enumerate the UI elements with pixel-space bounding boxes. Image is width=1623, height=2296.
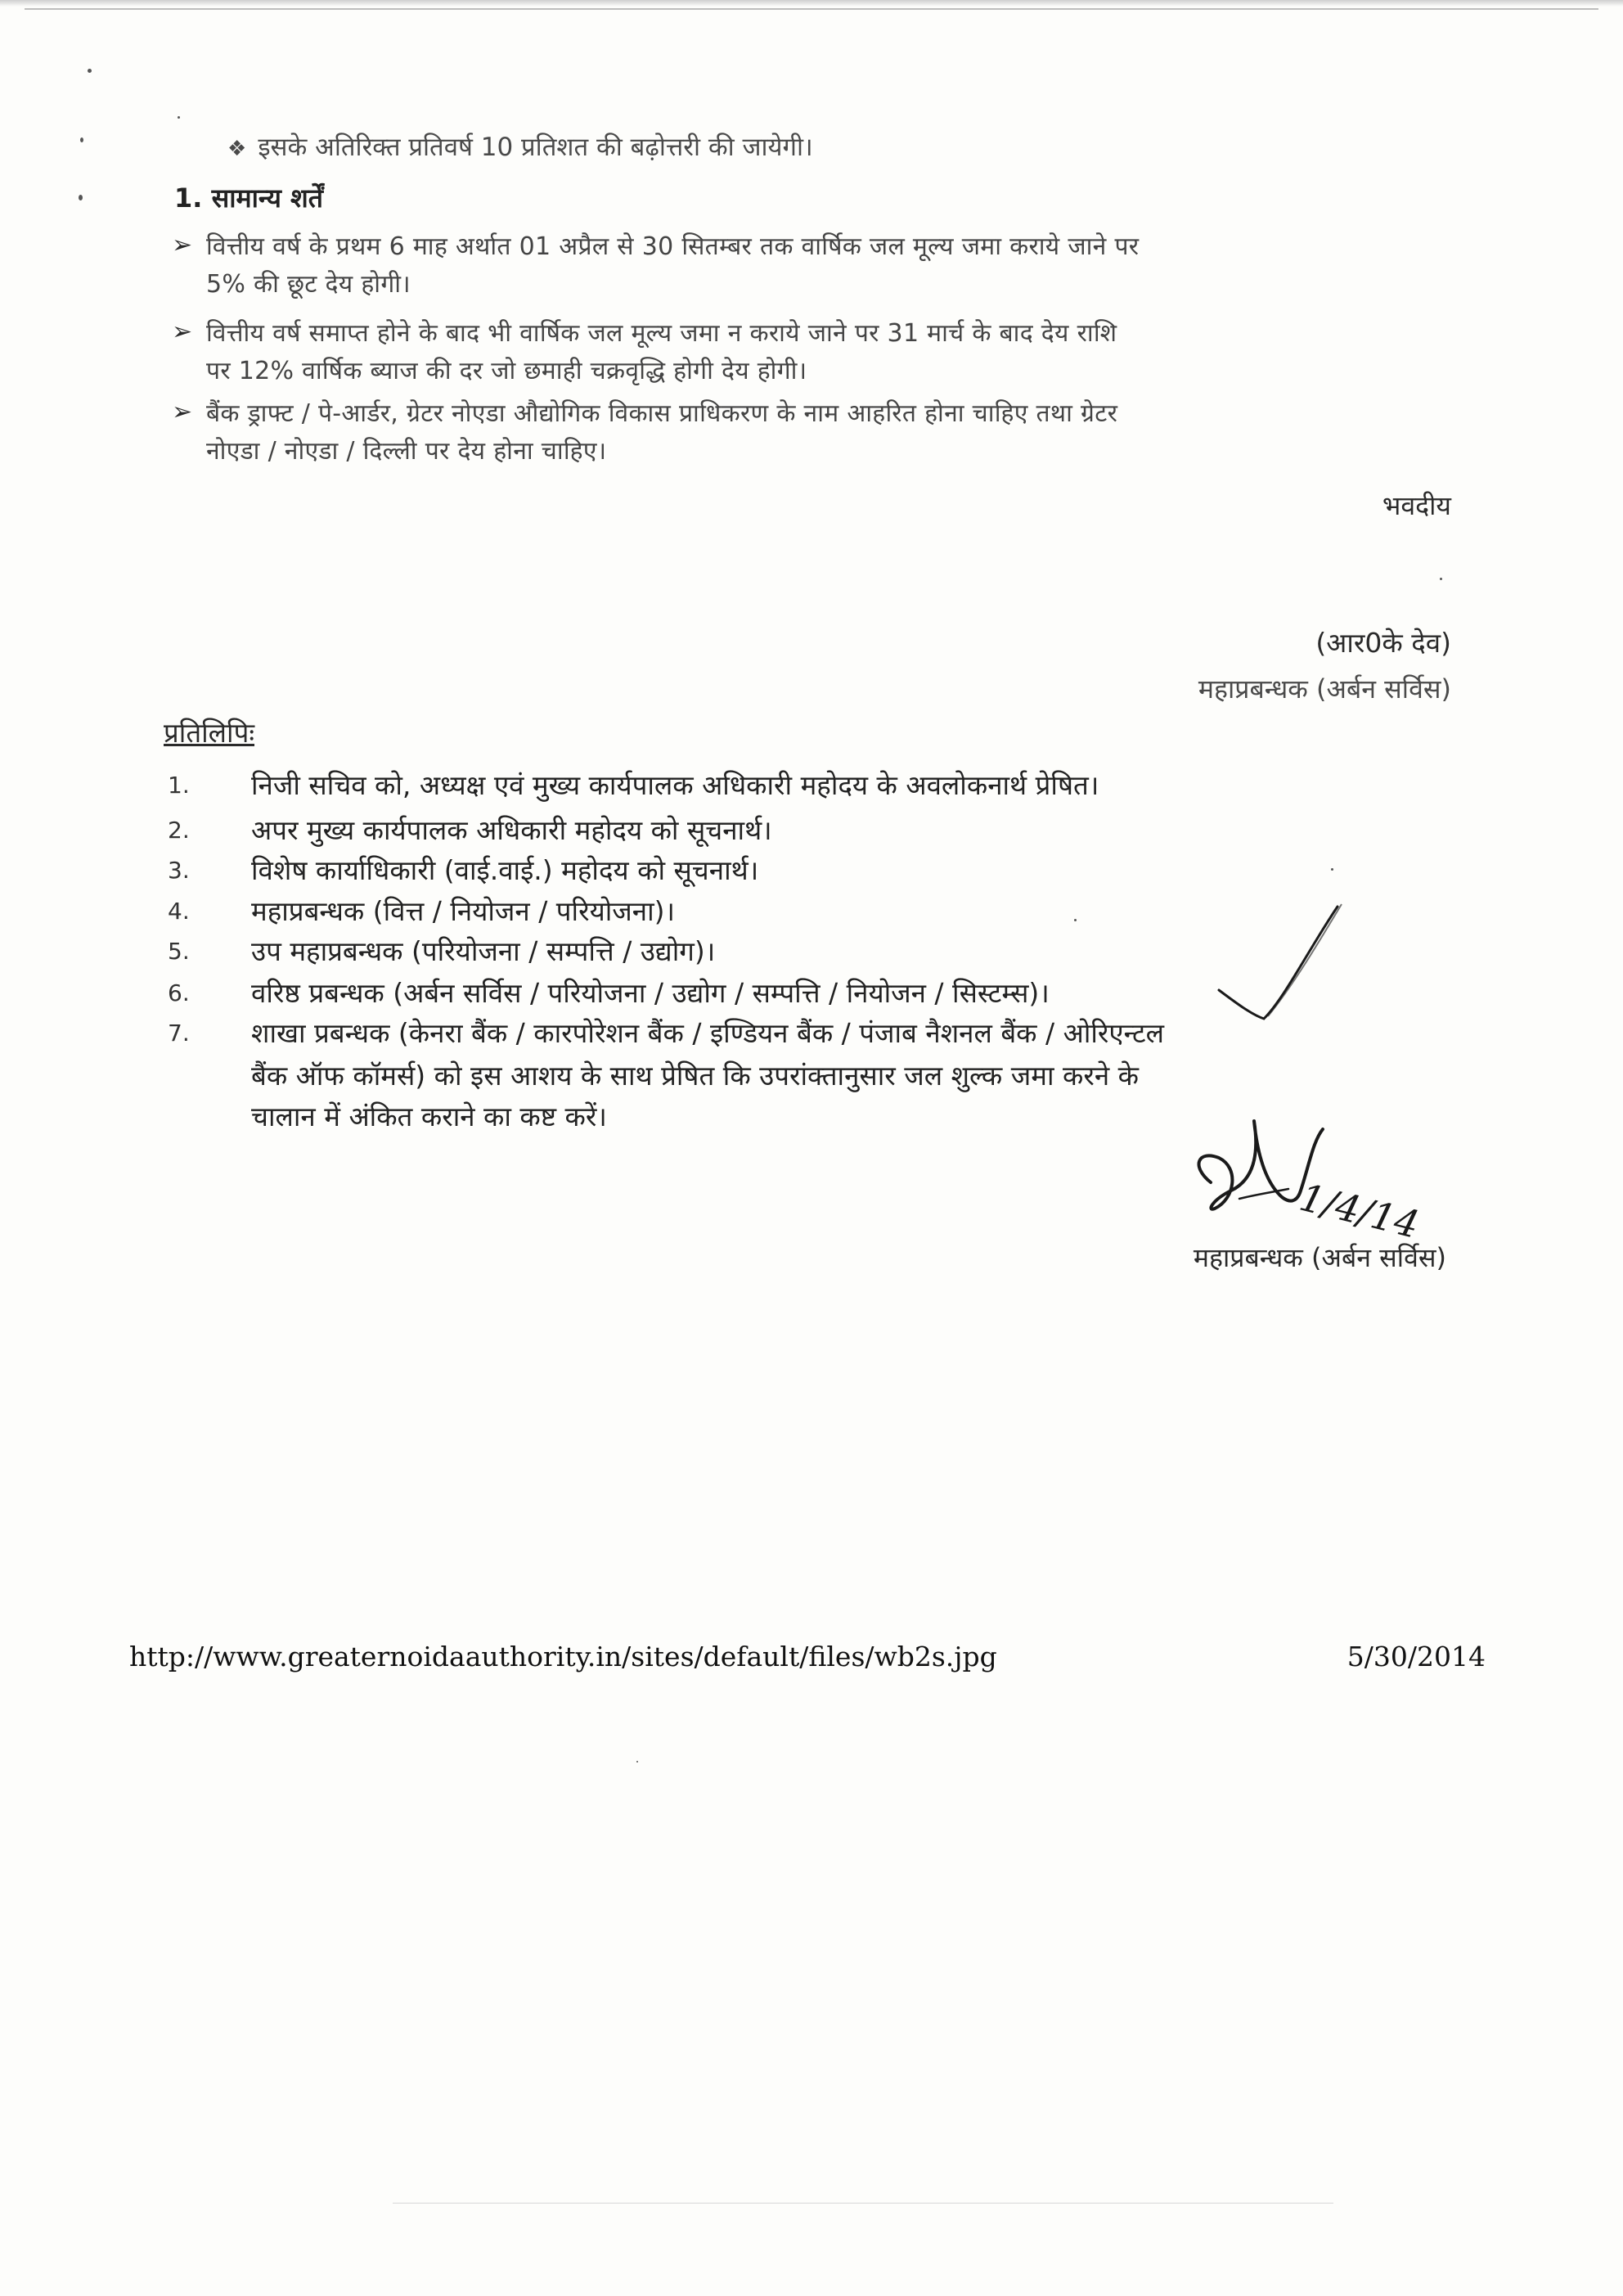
condition-item xyxy=(172,398,1464,479)
scan-speck xyxy=(88,69,92,73)
scan-speck xyxy=(80,137,83,142)
cc-item-text: शाखा प्रबन्धक (केनरा बैंक / कारपोरेशन बैंक / इण्डियन बैंक / पंजाब नैशनल बैंक / ओरिएन्टल xyxy=(251,1017,1165,1049)
scan-speck xyxy=(79,195,83,200)
cc-item-text: विशेष कार्याधिकारी (वाई.वाई.) महोदय को सूचनार्थ। xyxy=(251,854,759,886)
condition-item xyxy=(172,231,1464,313)
intro-bullet: ❖ इसके अतिरिक्त प्रतिवर्ष 10 प्रतिशत की बढ़ोत्तरी की जायेगी। xyxy=(227,133,813,162)
cc-list-item xyxy=(168,769,1460,807)
closing-text: भवदीय xyxy=(1382,490,1451,521)
cc-item-text: वरिष्ठ प्रबन्धक (अर्बन सर्विस / परियोजना / उद्योग / सम्पत्ति / नियोजन / सिस्टम्स)। xyxy=(251,977,1050,1009)
section-heading: 1. सामान्य शर्तें xyxy=(174,182,324,214)
cc-heading: प्रतिलिपिः xyxy=(164,717,255,749)
diamond-bullet-icon: ❖ xyxy=(227,137,247,161)
cc-item-number: 6. xyxy=(168,979,190,1006)
scan-bottom-line xyxy=(393,2203,1333,2204)
cc-item-text: बैंक ऑफ कॉमर्स) को इस आशय के साथ प्रेषित कि उपरांक्तानुसार जल शुल्क जमा करने के xyxy=(251,1060,1140,1092)
condition-line: पर 12% वार्षिक ब्याज की दर जो छमाही चक्रवृद्धि होगी देय होगी। xyxy=(206,357,807,385)
cc-item-number: 3. xyxy=(168,857,190,884)
cc-item-number: 4. xyxy=(168,898,190,925)
cc-list-item xyxy=(168,854,1460,892)
cc-item-number: 5. xyxy=(168,938,190,965)
cc-item-number: 2. xyxy=(168,817,190,844)
signatory-name: (आर0के देव) xyxy=(1315,627,1451,659)
scan-top-edge xyxy=(0,0,1623,7)
scan-speck xyxy=(1440,578,1442,580)
bottom-designation: महाप्रबन्धक (अर्बन सर्विस) xyxy=(1193,1242,1446,1273)
condition-line: नोएडा / नोएडा / दिल्ली पर देय होना चाहिए। xyxy=(206,437,607,466)
cc-item-text: उप महाप्रबन्धक (परियोजना / सम्पत्ति / उद्योग)। xyxy=(251,935,716,967)
cc-item-text: अपर मुख्य कार्यपालक अधिकारी महोदय को सूचनार्थ। xyxy=(251,814,772,846)
cc-item-text: चालान में अंकित कराने का कष्ट करें। xyxy=(251,1101,607,1132)
footer-url: http://www.greaternoidaauthority.in/sites/default/files/wb2s.jpg xyxy=(129,1641,997,1672)
condition-line: वित्तीय वर्ष समाप्त होने के बाद भी वार्षिक जल मूल्य जमा न कराये जाने पर 31 मार्च के बाद देय राशि xyxy=(206,319,1117,348)
scan-top-line xyxy=(25,8,1598,10)
arrow-bullet-icon: ➢ xyxy=(172,231,193,259)
arrow-bullet-icon: ➢ xyxy=(172,317,193,346)
arrow-bullet-icon: ➢ xyxy=(172,398,193,426)
scan-speck xyxy=(636,1761,638,1763)
footer-date: 5/30/2014 xyxy=(1347,1641,1486,1672)
cc-item-text: महाप्रबन्धक (वित्त / नियोजन / परियोजना)। xyxy=(251,895,676,927)
cc-item-number: 7. xyxy=(168,1020,190,1047)
scan-speck xyxy=(178,116,180,119)
signature-date: 1/4/14 xyxy=(1295,1174,1424,1248)
condition-line: 5% की छूट देय होगी। xyxy=(206,270,411,299)
cc-list-item xyxy=(168,814,1460,852)
condition-line: बैंक ड्राफ्ट / पे-आर्डर, ग्रेटर नोएडा औद्योगिक विकास प्राधिकरण के नाम आहरित होना चाहिए तथा ग्रेटर xyxy=(206,399,1118,428)
condition-line: वित्तीय वर्ष के प्रथम 6 माह अर्थात 01 अप्रैल से 30 सितम्बर तक वार्षिक जल मूल्य जमा कराये जाने पर xyxy=(206,232,1140,261)
cc-item-text: निजी सचिव को, अध्यक्ष एवं मुख्य कार्यपालक अधिकारी महोदय के अवलोकनार्थ प्रेषित। xyxy=(251,769,1099,801)
signatory-designation: महाप्रबन्धक (अर्बन सर्विस) xyxy=(1198,673,1451,705)
cc-item-number: 1. xyxy=(168,772,190,799)
condition-item xyxy=(172,317,1464,399)
check-mark-icon xyxy=(1162,900,1342,1023)
